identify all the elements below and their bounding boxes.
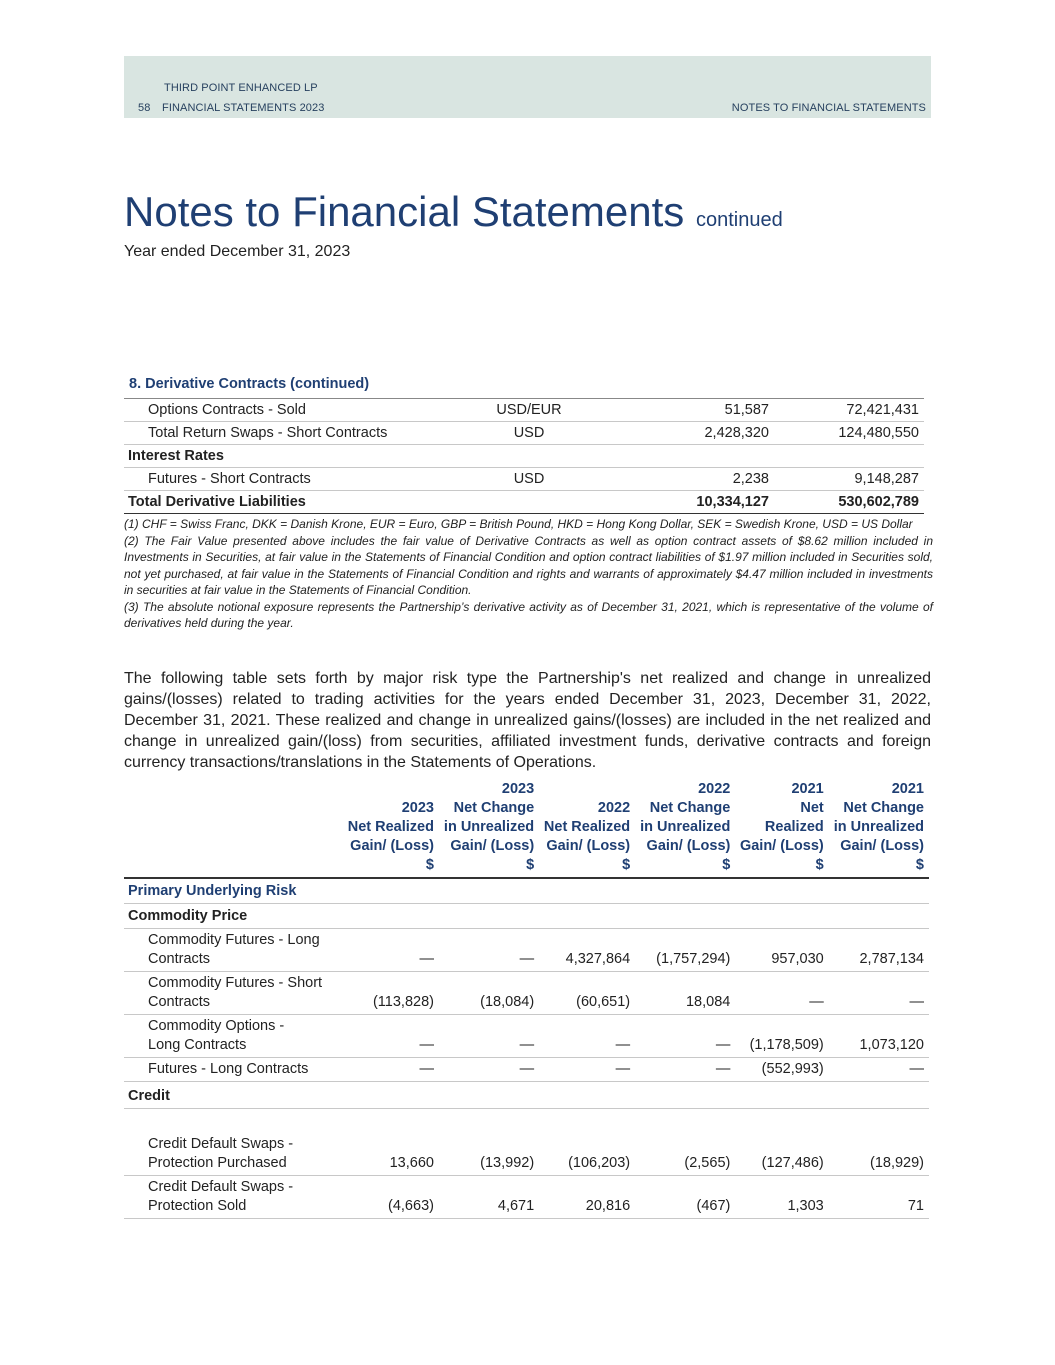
cell: — [635,1058,735,1082]
cell: — [439,929,539,972]
row-fair-value: 2,238 [624,468,774,491]
cell: (467) [635,1176,735,1219]
cell: — [539,1058,635,1082]
row-notional: 9,148,287 [774,468,924,491]
cell: (113,828) [343,972,439,1015]
primary-risk-heading: Primary Underlying Risk [124,878,929,904]
row-label: Options Contracts - Sold [124,399,434,422]
column-header: 2022 Net Change in Unrealized Gain/ (Loss) $ [635,780,735,878]
cell: — [539,1015,635,1058]
total-label: Total Derivative Liabilities [124,491,434,514]
cell: (127,486) [735,1133,828,1176]
footnote-3: (3) The absolute notional exposure represents the Partnership’s derivative activity as of December 31, 2021, which is representative of the volume of derivatives held during the year. [124,599,933,630]
table-row [124,1015,929,1058]
cell: 71 [829,1176,929,1219]
table-row [124,1058,929,1082]
credit-heading-row [124,1082,929,1109]
cell: (18,929) [829,1133,929,1176]
cell: (60,651) [539,972,635,1015]
row-label: Credit Default Swaps - Protection Sold [124,1176,343,1219]
page-title-suffix: continued [695,209,783,231]
table-row [124,422,924,445]
gains-table [124,780,929,1219]
commodity-heading: Commodity Price [124,904,929,929]
cell: (552,993) [735,1058,828,1082]
column-header: 2021 Net Change in Unrealized Gain/ (Loss) $ [829,780,929,878]
table-row [124,1176,929,1219]
footnotes [124,516,933,632]
table-row [124,1133,929,1176]
header-blank [124,780,343,878]
cell: (13,992) [439,1133,539,1176]
row-currency: USD/EUR [434,399,624,422]
cell: — [829,972,929,1015]
table-row [124,929,929,972]
total-currency [434,491,624,514]
header-company-name: THIRD POINT ENHANCED LP [164,82,318,94]
row-label: Credit Default Swaps - Protection Purchased [124,1133,343,1176]
cell: — [439,1058,539,1082]
row-label: Commodity Futures - Short Contracts [124,972,343,1015]
category-label: Interest Rates [124,445,924,468]
spacer [124,1109,929,1134]
row-label: Total Return Swaps - Short Contracts [124,422,434,445]
table-row [124,399,924,422]
row-label: Futures - Short Contracts [124,468,434,491]
header-page-number: 58 [138,102,151,114]
total-row [124,491,924,514]
cell: 13,660 [343,1133,439,1176]
cell: 4,327,864 [539,929,635,972]
column-header: 2021 Net Realized Gain/ (Loss) $ [735,780,828,878]
derivatives-table [124,398,924,514]
spacer-row [124,1109,929,1134]
footnote-1: (1) CHF = Swiss Franc, DKK = Danish Krone, EUR = Euro, GBP = British Pound, HKD = Hong Kong Dollar, SEK = Swedish Krone, USD = US Dollar [124,517,913,531]
column-header-row [124,780,929,878]
cell: — [343,1058,439,1082]
cell: 20,816 [539,1176,635,1219]
cell: — [735,972,828,1015]
cell: — [635,1015,735,1058]
primary-risk-heading-row [124,878,929,904]
row-fair-value: 2,428,320 [624,422,774,445]
category-row [124,445,924,468]
cell: (4,663) [343,1176,439,1219]
page-title-main: Notes to Financial Statements [124,188,685,235]
table-row [124,468,924,491]
table-row [124,972,929,1015]
row-currency: USD [434,422,624,445]
row-fair-value: 51,587 [624,399,774,422]
total-notional: 530,602,789 [774,491,924,514]
row-notional: 124,480,550 [774,422,924,445]
row-label: Futures - Long Contracts [124,1058,343,1082]
cell: (2,565) [635,1133,735,1176]
cell: (106,203) [539,1133,635,1176]
cell: (1,178,509) [735,1015,828,1058]
cell: 18,084 [635,972,735,1015]
header-section-name: NOTES TO FINANCIAL STATEMENTS [731,102,926,114]
row-notional: 72,421,431 [774,399,924,422]
cell: — [829,1058,929,1082]
credit-heading: Credit [124,1082,929,1109]
cell: 957,030 [735,929,828,972]
column-header: 2023 Net Change in Unrealized Gain/ (Loss) $ [439,780,539,878]
header-report-name: FINANCIAL STATEMENTS 2023 [162,102,325,114]
row-label: Commodity Options - Long Contracts [124,1015,343,1058]
cell: 1,073,120 [829,1015,929,1058]
row-label: Commodity Futures - Long Contracts [124,929,343,972]
cell: (1,757,294) [635,929,735,972]
cell: — [343,1015,439,1058]
footnote-2: (2) The Fair Value presented above includes the fair value of Derivative Contracts as well as option contract assets of $8.62 million included in Investments in Securities, at fair value in the Statements of Financial Condition and option contract liabilities of $1.97 million included in Securities sold, not yet purchased, at fair value in the Statements of Financial Condition and rights and warrants of approximately $4.47 million included in investments in securities at fair value in the Statements of Financial Condition. [124,533,933,597]
section-heading: 8. Derivative Contracts (continued) [129,376,370,392]
row-currency: USD [434,468,624,491]
cell: 1,303 [735,1176,828,1219]
cell: 4,671 [439,1176,539,1219]
page-title [124,188,783,236]
cell: (18,084) [439,972,539,1015]
cell: — [343,929,439,972]
column-header: 2022 Net Realized Gain/ (Loss) $ [539,780,635,878]
page-header [124,56,931,118]
column-header: 2023 Net Realized Gain/ (Loss) $ [343,780,439,878]
intro-paragraph: The following table sets forth by major risk type the Partnership's net realized and change in unrealized gains/(losses) related to trading activities for the years ended December 31, 2023, December 31, 2022, December 31, 2021. These realized and change in unrealized gains/(losses) are included in the net realized and change in unrealized gain/(loss) from securities, affiliated investment funds, derivative contracts and foreign currency transactions/translations in the Statements of Operations. [124,670,931,771]
page-subtitle: Year ended December 31, 2023 [124,243,351,260]
commodity-heading-row [124,904,929,929]
cell: — [439,1015,539,1058]
cell: 2,787,134 [829,929,929,972]
total-fair-value: 10,334,127 [624,491,774,514]
